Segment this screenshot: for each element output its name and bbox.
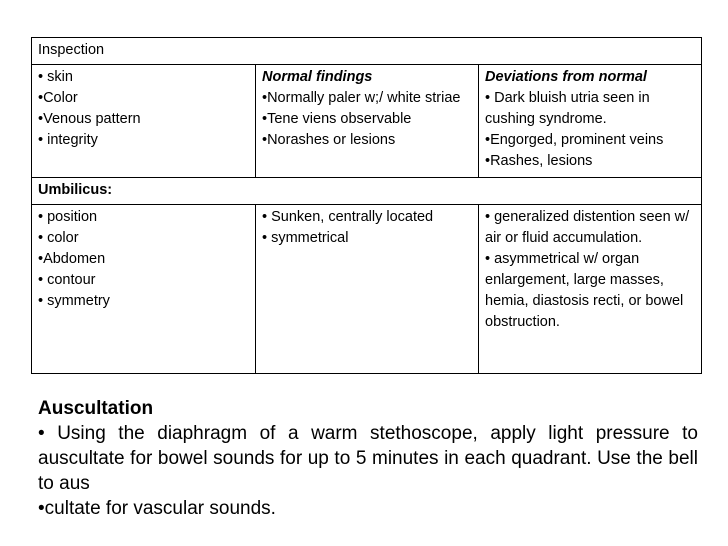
inspection-deviations: [479, 65, 702, 178]
list-item: •Norashes or lesions: [262, 132, 396, 148]
assessment-table: [31, 37, 702, 374]
list-item: • skin: [38, 69, 73, 85]
list-item: • color: [38, 230, 79, 246]
list-item: • Sunken, centrally located: [262, 209, 434, 225]
deviations-title: Deviations from normal: [485, 69, 647, 85]
list-item: •Tene viens observable: [262, 111, 412, 127]
auscultation-paragraph: • Using the diaphragm of a warm stethoscope, apply light pressure to auscultate for bowel sounds for up to 5 minutes in each quadrant. Use the bell to aus: [38, 423, 698, 494]
list-item: •Normally paler w;/ white striae: [262, 90, 461, 106]
list-item: • asymmetrical w/ organ enlargement, large masses, hemia, diastosis recti, or bowel obstruction.: [485, 251, 684, 330]
list-item: •Venous pattern: [38, 111, 141, 127]
auscultation-title: Auscultation: [38, 398, 154, 419]
list-item: • symmetrical: [262, 230, 349, 246]
list-item: • integrity: [38, 132, 98, 148]
umbilicus-criteria: [32, 205, 256, 374]
list-item: • symmetry: [38, 293, 110, 309]
list-item: • generalized distention seen w/ air or fluid accumulation.: [485, 209, 690, 246]
list-item: • Dark bluish utria seen in cushing syndrome.: [485, 90, 650, 127]
inspection-criteria: [32, 65, 256, 178]
list-item: •Rashes, lesions: [485, 153, 593, 169]
list-item: •Color: [38, 90, 78, 106]
umbilicus-header: Umbilicus:: [32, 178, 702, 205]
list-item: •Engorged, prominent veins: [485, 132, 664, 148]
inspection-header: Inspection: [32, 38, 702, 65]
inspection-normal-findings: [256, 65, 479, 178]
auscultation-section: [38, 396, 698, 521]
list-item: • contour: [38, 272, 96, 288]
list-item: • position: [38, 209, 98, 225]
umbilicus-normal-findings: [256, 205, 479, 374]
umbilicus-deviations: [479, 205, 702, 374]
normal-findings-title: Normal findings: [262, 69, 373, 85]
list-item: •Abdomen: [38, 251, 106, 267]
auscultation-paragraph-continued: •cultate for vascular sounds.: [38, 498, 276, 519]
